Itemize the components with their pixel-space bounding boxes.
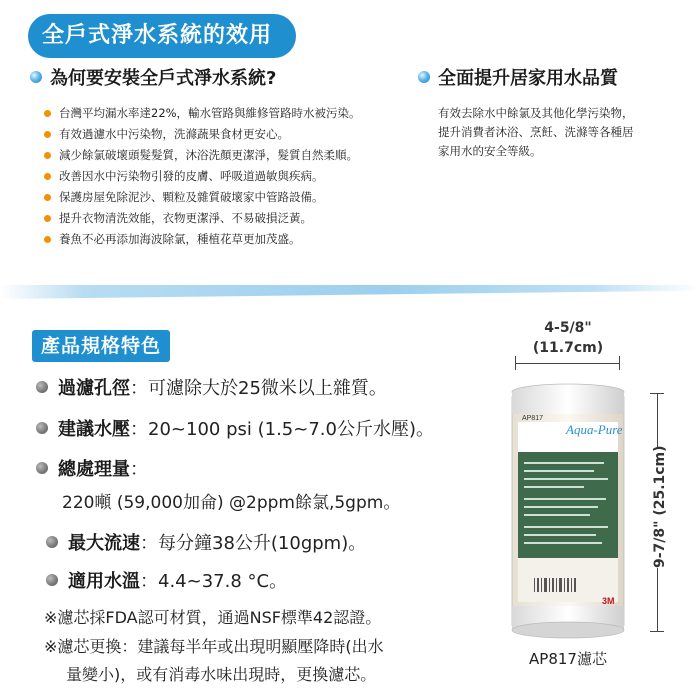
filter-cartridge-image bbox=[508, 382, 628, 640]
benefits-list bbox=[44, 103, 361, 250]
list-item: 提升衣物清洗效能，衣物更潔淨、不易破損泛黃。 bbox=[44, 208, 361, 229]
height-dimension-tick bbox=[650, 393, 664, 394]
bullet-icon bbox=[44, 194, 51, 201]
bullet-icon bbox=[44, 131, 51, 138]
bullet-icon bbox=[36, 422, 48, 434]
width-dimension-tick bbox=[619, 356, 620, 370]
right-section-heading bbox=[418, 64, 618, 90]
blue-orb-icon bbox=[418, 71, 430, 83]
bullet-icon bbox=[46, 574, 58, 586]
blue-orb-icon bbox=[30, 71, 42, 83]
bullet-icon bbox=[44, 215, 51, 222]
bullet-icon bbox=[44, 173, 51, 180]
right-section-heading-text: 全面提升居家用水品質 bbox=[438, 68, 618, 89]
product-caption: AP817濾芯 bbox=[529, 650, 607, 668]
specs-label: 產品規格特色 bbox=[32, 330, 170, 362]
left-section-heading-text: 為何要安裝全戶式淨水系統? bbox=[50, 68, 277, 89]
list-item: 有效過濾水中污染物，洗滌蔬果食材更安心。 bbox=[44, 124, 361, 145]
list-item: 減少餘氯破壞頭髮髮質，沐浴洗顏更潔淨，髮質自然柔順。 bbox=[44, 145, 361, 166]
width-dimension-tick bbox=[515, 356, 516, 370]
bullet-icon bbox=[46, 536, 58, 548]
spec-row-water-pressure: 建議水壓：20~100 psi (1.5~7.0公斤水壓)。 bbox=[36, 415, 434, 441]
left-section-heading bbox=[30, 64, 276, 90]
bullet-icon bbox=[44, 236, 51, 243]
section-divider bbox=[0, 285, 700, 299]
list-item: 保護房屋免除泥沙、顆粒及雜質破壞家中管路設備。 bbox=[44, 187, 361, 208]
spec-row-capacity: 總處理量： bbox=[36, 455, 148, 481]
bullet-icon bbox=[44, 152, 51, 159]
spec-row-capacity-value: 220噸 (59,000加侖) @2ppm餘氯,5gpm。 bbox=[62, 493, 401, 513]
spec-row-max-flow: 最大流速：每分鐘38公升(10gpm)。 bbox=[46, 529, 366, 555]
list-item: 養魚不必再添加海波除氯，種植花草更加茂盛。 bbox=[44, 229, 361, 250]
brand-logo: Aqua-Pure bbox=[566, 422, 623, 437]
spec-note-replacement-cont: 量變小)，或有消毒水味出現時，更換濾芯。 bbox=[66, 665, 377, 684]
list-item: 台灣平均漏水率達22%，輸水管路與維修管路時水被污染。 bbox=[44, 103, 361, 124]
list-item: 改善因水中污染物引發的皮膚、呼吸道過敏與疾病。 bbox=[44, 166, 361, 187]
bullet-icon bbox=[36, 462, 48, 474]
width-dimension-line bbox=[515, 363, 619, 364]
bullet-icon bbox=[36, 381, 48, 393]
model-label: AP817 bbox=[522, 415, 544, 422]
height-dimension-tick bbox=[650, 631, 664, 632]
right-section-paragraph: 有效去除水中餘氯及其他化學污染物， 提升消費者沐浴、烹飪、洗滌等各種居 家用水的安全等級。 bbox=[438, 106, 634, 158]
spec-row-temperature: 適用水溫：4.4~37.8 °C。 bbox=[46, 567, 287, 593]
height-dimension-label: 9-7/8" (25.1cm) bbox=[652, 445, 668, 568]
bullet-icon bbox=[44, 110, 51, 117]
spec-note-replacement: ※濾芯更換：建議每半年或出現明顯壓降時(出水 bbox=[44, 637, 384, 656]
maker-logo: 3M bbox=[602, 596, 615, 606]
spec-note-fda: ※濾芯採FDA認可材質，通過NSF標準42認證。 bbox=[44, 608, 382, 627]
spec-row-filter-pore: 過濾孔徑：可濾除大於25微米以上雜質。 bbox=[36, 374, 387, 400]
page-banner-title: 全戶式淨水系統的效用 bbox=[28, 14, 296, 58]
width-dimension-label: 4-5/8" (11.7cm) bbox=[532, 320, 604, 356]
